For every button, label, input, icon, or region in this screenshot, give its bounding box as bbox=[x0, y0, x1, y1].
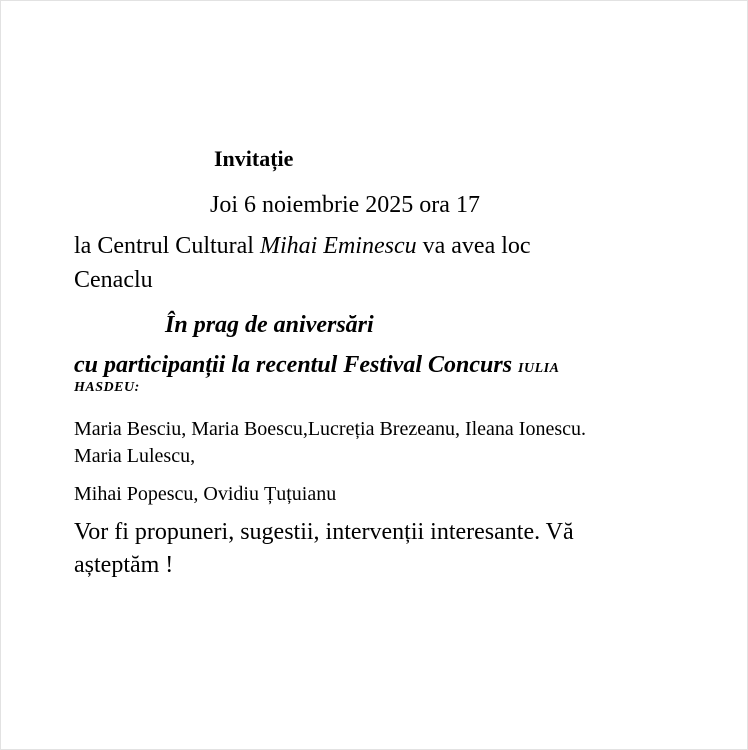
invitation-title: Invitație bbox=[214, 146, 294, 171]
festival-name-part2: HASDEU: bbox=[74, 380, 140, 395]
participants-intro-text: cu participanții la recentul Festival Concurs bbox=[74, 352, 519, 378]
location-prefix: la Centrul Cultural bbox=[74, 233, 260, 259]
location-suffix: va avea loc bbox=[416, 233, 531, 259]
event-theme: În prag de aniversări bbox=[165, 312, 374, 338]
festival-name-part1: IULIA bbox=[518, 361, 560, 376]
venue-name: Mihai Eminescu bbox=[259, 233, 417, 259]
participant-names-line3: Mihai Popescu, Ovidiu Țuțuianu bbox=[74, 483, 337, 505]
location-line bbox=[74, 234, 531, 258]
participant-names-line1: Maria Besciu, Maria Boescu,Lucreția Brezeanu, Ileana Ionescu. bbox=[74, 418, 586, 440]
event-type: Cenaclu bbox=[74, 267, 153, 293]
participants-intro bbox=[74, 353, 559, 377]
event-date-line: Joi 6 noiembrie 2025 ora 17 bbox=[210, 192, 480, 218]
closing-line1: Vor fi propuneri, sugestii, intervenții interesante. Vă bbox=[74, 519, 574, 545]
participant-names-line2: Maria Lulescu, bbox=[74, 445, 196, 467]
closing-line2: așteptăm ! bbox=[74, 552, 174, 578]
